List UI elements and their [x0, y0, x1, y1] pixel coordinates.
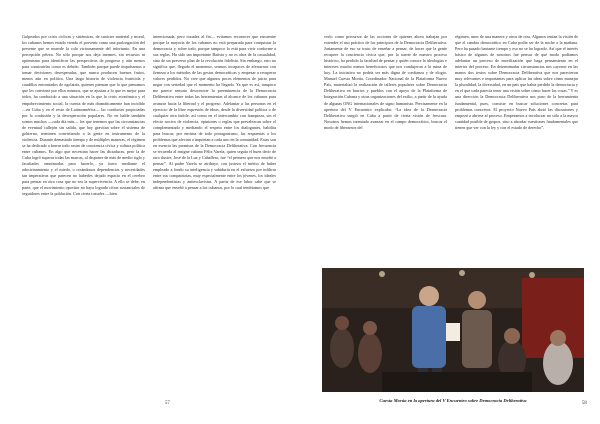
left-column-1-text: Golpeados por crisis cíclicas y sistémicas, de carácter material y moral, los cubanos hemos estado viendo el porvenir como una prolongación del presente que se muerde la cola vicioasamente del infortunio. En una percepción pétrea. No sólo porque nos deja inermes, sin recursos ni optimismo para identificar las perspectivas de progreso y aún menos para construirlas como es debido. También porque puede impulsarnos a tomar decisiones desesperadas, que nunca producen buenos frutos, menos aún en política. Una larga historia de violencia fratricida y caudillos entroniados de egolatría, quienes piensan que lo que pensamos que les conviene por ellos mismos, que se ajustan a lo que es mejor para todos, ha conducido a una situación en la que la crisis económica y el empobrecimiento social, la cuenta de más dramáticamente han incidido —en Cuba y en el resto de Latinoamérica— las conductas propiciadas por la confusión y la desesperación populares. No en balde también somos muchos —cada día más— los que tenemos que las circunstancias de eventual callejón sin salida, que hoy gravitan sobre el sistema de gobierno, terminen convirtiendo a la gente en instrumento de la violencia. Durante demasiado tiempo y de múltiples maneras, el régimen se ha dedicado a borrar todo rastro de conciencia cívica y cultura política entre cubanos. En algo que necesitan hacer las dictaduras, pero la de Cuba logró superar todas las marcas, al disponer de más de medio siglo y facultades omnímodas para hacerlo, ya fuera mediante el adoctrinamiento y el miedo, o creándonos dependencias y necesidades tan imperativas que parecen no haberles dejado espacio en el cerebro para pensar en otra cosa que no sea la supervivencia. A ello se debe, en parte, que el movimiento opositor no haya logrado cifras sustanciales de seguidores entre la población. Con cierta tozudez —bien	[22, 34, 145, 197]
right-column-1-text: verlo como precursor de las acciones de quienes ahora trabajan por extender el uso práctico de los principios de la Democracia Deliberativa. Justamente de eso se trata: de enseñar a pensar, de hacer que la gente recupere la conciencia cívica que, por la suerte de nuestro proceso histórico, ha perdido la facultad de pensar y quién conoce la ideologías e intereses mucho menos beneficiosos que nos condujeron a la ruina de hoy. La iniciativa no podría ser más digna de confianza y de elogio. Manuel Cuesta Morúa, Coordinador Nacional de la Plataforma Nuevo País, materializó la realización de talleres populares sobre Democracia Deliberativa en barrios y pueblos con el apoyo de la Plataforma de Integración Cubana y otras organizaciones del exilio, a partir de la ayuda de algunas ONG internacionales de signo humanista. Precisamente en la apertura del V Encuentro explicaba: “La idea de la Democracia Deliberativa surgió en Cuba a partir de cierta visión de frescura. Nosotros hemos intentado avanzar en el campo democrático, buscar el modo de liberarnos del	[324, 34, 447, 130]
right-page	[300, 0, 600, 424]
event-photo-illustration	[322, 268, 584, 392]
page-number-right: 58	[582, 401, 587, 406]
left-page-column-2	[153, 34, 276, 344]
page-number-left: 57	[165, 401, 170, 406]
left-page-column-1	[22, 34, 145, 359]
right-column-2-text: régimen, unos de una manera y otros de otra. Algunos tenían la visión de que el cambio democrático en Cuba podía ser de la noche a la mañana. Pero ha pasado bastante tiempo y eso no se ha logrado. Así que el interés básico de algunos de nosotros fue pensar de qué modo podíamos adelantar un proceso de movilización que haga pensamiento en el interior del proceso. En determinadas circunstancias nos cayeron en las manos dos textos sobre Democracia Deliberativa que nos parecieron muy relevantes e importantes para aplicar las ideas sobre cómo manejar la pluralidad, la diversidad, en un país que había perdido la democracia y en el que cada parecía tener una visión sobre cómo hacer las cosas.” Y es una dirección la Democracia Deliberativa nos puso de la herramienta fundamental, pues, consiste en buscar soluciones concretas para problemas concretos. El proyecto Nuevo País abrió las discusiones y empezó a abrirse al proceso. Empezamos a involucrar no sólo a la mayor cantidad posible de grupos, sino a abordar cuestiones fundamentales que tienen que ver con la ley y con el estado de derecho”.	[455, 34, 578, 130]
photo-caption: Cuesta Morúa en la apertura del V Encuentro sobre Democracia Deliberativa	[379, 398, 527, 403]
left-column-2-text: intencionada, pero tozudez al fin— evitamos reconocer que encuentre porque la mayoría de los cubanos no está preparada para conquistar la democracia y, sobre todo, porque tampoco lo está para vivir conforme a sus reglas. Ha sido tan importante Batista y no es obra de la casualidad, sino de un perverso plan de la revolución fidelista. Sin embargo, esto no significa que, llegado el momento, seamos incapaces de aferrarnos con firmeza a los métodos de las gestas democráticas y empezar a recuperar valores perdidos. No cree que algunos pocos elementos de juicio para negar con seriedad que el momento ha llegado. Ya que es así, tampoco me parece sensato desconocer la preeminencia de la Democracia Deliberativa entre todas las herramientas al alcance de los cubanos para avanzar hacia la libertad y el progreso. Adelantar a las personas en el ejercicio de la libre expresión de ideas, desde la diversidad política o de cualquier otra índole, así como en el intercambio con franqueza, sin el efecto nocivo de violencia, opiniones o reglas que prevalezcan sobre el complementado y mediando el respeto entre los dialogantes, habilita para buscar, por encima de todo protagonismo, las respuestas a los problemas que afectan o inquietan a cada uno en la comunidad. Estas son en esencia las premisas de la Democracia Deliberativa. Con frecuencia se recuerda al insigne cubano Félix Varela, quien seguía el buen decir de otro ilustre, José de la Luz y Caballero, fue “el primero que nos enseñó a pensar”. Al padre Varela se atribuye, con justeza el mérito de haber empleado a fondo su inteligencia y sabiduría en el esfuerzo por infiltrar entre sus compatriotas, muy especialmente entre los jóvenes, los ideales independentistas y antiesclavistas. A partir de ese labor cabe que se afirma que enseñó a pensar a los cubanos, por lo cual tendríamos que	[153, 34, 276, 191]
event-photo	[322, 268, 584, 392]
right-page-column-2	[455, 34, 578, 274]
